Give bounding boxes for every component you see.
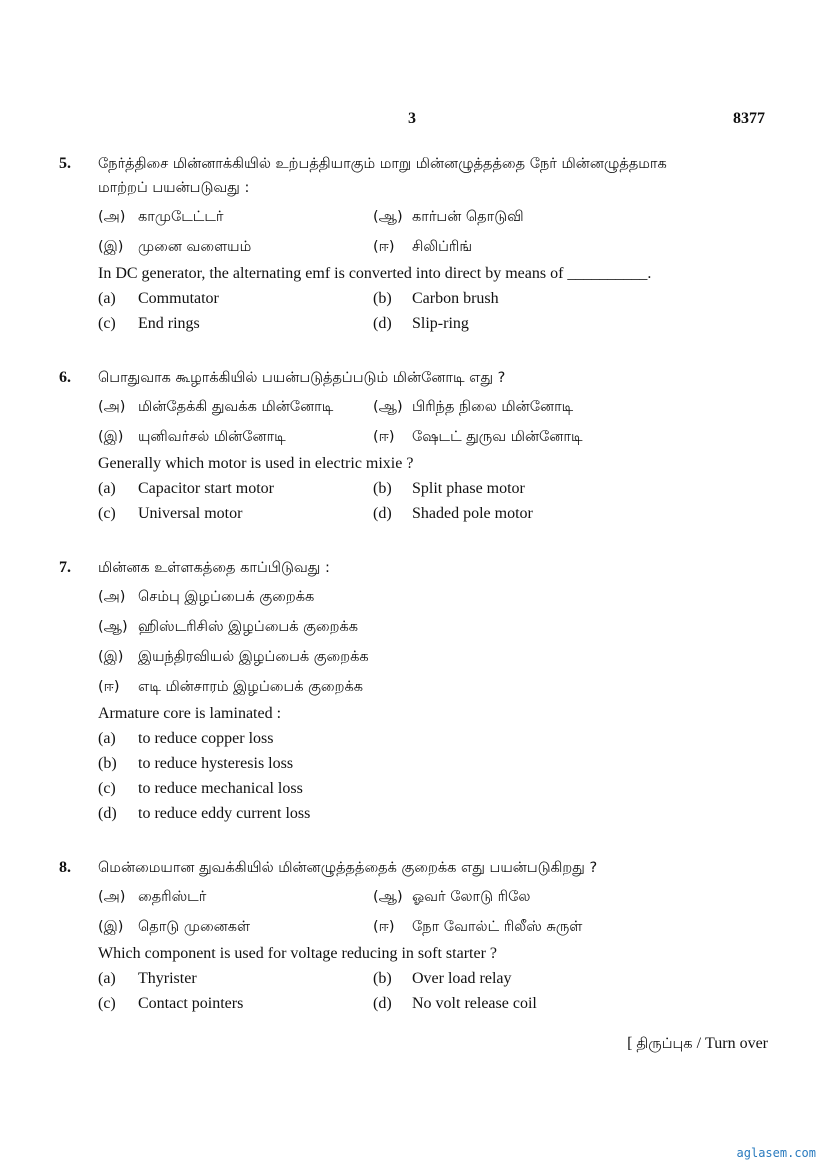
page-number: 3 [408,110,416,127]
tamil-question-text: மென்மையான துவக்கியில் மின்னழுத்தத்தைக் குறைக்க எது பயன்படுகிறது ? [98,860,598,876]
english-option-text: Thyrister [138,970,197,987]
question-number: 6. [59,369,71,386]
tamil-option-label: (இ) [98,649,124,665]
tamil-option-label: (இ) [98,239,124,255]
tamil-option-label: (இ) [98,919,124,935]
tamil-question-text: பொதுவாக கூழாக்கியில் பயன்படுத்தப்படும் மின்னோடி எது ? [98,370,506,386]
english-question-text: In DC generator, the alternating emf is converted into direct by means of __________. [98,265,652,282]
english-option-text: Contact pointers [138,995,244,1012]
tamil-option-label: (அ) [98,589,126,605]
english-option-text: Slip-ring [412,315,469,332]
english-option-label: (c) [98,315,116,332]
english-option-text: Split phase motor [412,480,525,497]
english-option-text: Universal motor [138,505,243,522]
watermark: aglasem.com [736,1146,816,1160]
english-option-label: (d) [98,805,117,822]
turn-over-note [627,1035,768,1054]
turn-over-tamil: திருப்புக [636,1036,693,1052]
english-option-text: Over load relay [412,970,512,987]
english-option-label: (a) [98,480,116,497]
tamil-option-text: கார்பன் தொடுவி [412,209,524,225]
tamil-option-text: மின்தேக்கி துவக்க மின்னோடி [138,399,334,415]
tamil-option-label: (ஆ) [373,889,403,905]
english-option-text: to reduce copper loss [138,730,274,747]
english-option-label: (d) [373,505,392,522]
tamil-option-text: தொடு முனைகள் [138,919,251,935]
turn-over-bracket: [ [627,1035,633,1052]
tamil-option-label: (அ) [98,399,126,415]
question-number: 5. [59,155,71,172]
tamil-option-text: தைரிஸ்டர் [138,889,207,905]
english-option-label: (a) [98,290,116,307]
english-option-label: (c) [98,780,116,797]
question-number: 7. [59,559,71,576]
tamil-option-text: செம்பு இழப்பைக் குறைக்க [138,589,315,605]
english-option-text: Carbon brush [412,290,499,307]
tamil-option-label: (அ) [98,889,126,905]
tamil-option-label: (ஈ) [373,919,395,935]
english-option-label: (b) [98,755,117,772]
tamil-option-text: பிரிந்த நிலை மின்னோடி [412,399,574,415]
english-option-label: (d) [373,315,392,332]
english-option-label: (b) [373,970,392,987]
tamil-option-text: யுனிவர்சல் மின்னோடி [138,429,286,445]
english-option-text: to reduce hysteresis loss [138,755,294,772]
tamil-option-label: (ஈ) [373,429,395,445]
tamil-option-text: இயந்திரவியல் இழப்பைக் குறைக்க [138,649,369,665]
english-option-text: Shaded pole motor [412,505,533,522]
english-option-text: Commutator [138,290,219,307]
tamil-option-text: ஓவர் லோடு ரிலே [412,889,531,905]
tamil-option-label: (ஆ) [373,209,403,225]
tamil-option-text: சிலிப்ரிங் [412,239,473,255]
tamil-option-label: (இ) [98,429,124,445]
tamil-question-text: நேர்த்திசை மின்னாக்கியில் உற்பத்தியாகும் மாறு மின்னழுத்தத்தை நேர் மின்னழுத்தமாக [98,156,667,172]
tamil-option-text: நோ வோல்ட் ரிலீஸ் சுருள் [412,919,583,935]
english-question-text: Armature core is laminated : [98,705,282,722]
english-option-label: (a) [98,970,116,987]
english-option-label: (a) [98,730,116,747]
tamil-option-text: முனை வளையம் [138,239,252,255]
tamil-option-label: (அ) [98,209,126,225]
english-option-label: (b) [373,480,392,497]
tamil-option-text: ஷேடட் துருவ மின்னோடி [412,429,583,445]
english-question-text: Generally which motor is used in electric mixie ? [98,455,414,472]
english-option-label: (b) [373,290,392,307]
tamil-question-text: மின்னக உள்ளகத்தை காப்பிடுவது : [98,560,330,576]
tamil-option-text: எடி மின்சாரம் இழப்பைக் குறைக்க [138,679,364,695]
tamil-option-label: (ஆ) [373,399,403,415]
english-option-text: to reduce eddy current loss [138,805,311,822]
english-option-label: (d) [373,995,392,1012]
tamil-option-label: (ஈ) [373,239,395,255]
english-option-text: to reduce mechanical loss [138,780,303,797]
english-question-text: Which component is used for voltage reducing in soft starter ? [98,945,497,962]
tamil-question-text: மாற்றப் பயன்படுவது : [98,180,250,196]
tamil-option-text: ஹிஸ்டரிசிஸ் இழப்பைக் குறைக்க [138,619,359,635]
english-option-text: End rings [138,315,200,332]
english-option-text: Capacitor start motor [138,480,274,497]
tamil-option-label: (ஆ) [98,619,128,635]
english-option-label: (c) [98,505,116,522]
tamil-option-text: காமுடேட்டர் [138,209,224,225]
tamil-option-label: (ஈ) [98,679,120,695]
question-number: 8. [59,859,71,876]
paper-code: 8377 [733,110,765,127]
turn-over-separator: / [696,1035,702,1052]
english-option-label: (c) [98,995,116,1012]
turn-over-english: Turn over [705,1035,768,1052]
english-option-text: No volt release coil [412,995,537,1012]
